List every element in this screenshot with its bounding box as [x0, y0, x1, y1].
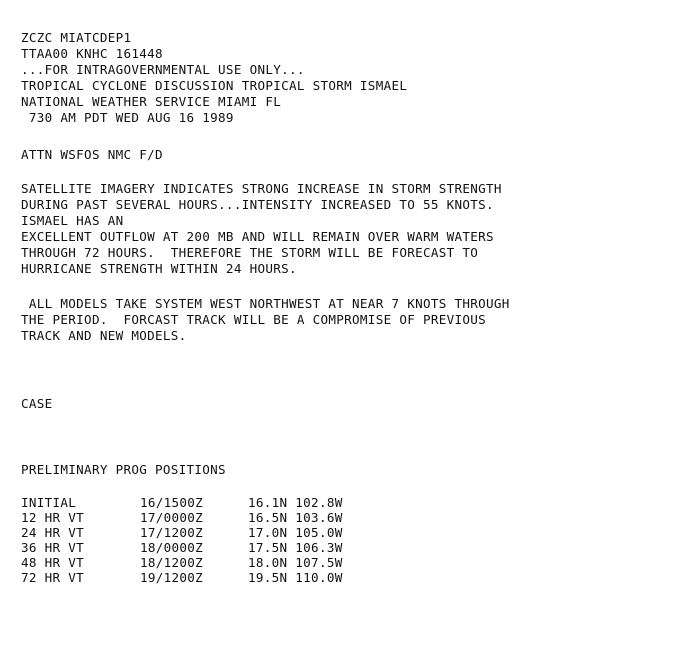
discussion-line-2: DURING PAST SEVERAL HOURS...INTENSITY INCREASED TO 55 KNOTS. — [21, 197, 494, 212]
row-label: 36 HR VT — [21, 540, 85, 555]
row-time: 16/1500Z — [140, 495, 204, 510]
positions-title: PRELIMINARY PROG POSITIONS — [21, 462, 226, 477]
row-label: INITIAL — [21, 495, 77, 510]
row-coords: 16.1N 102.8W — [248, 495, 343, 510]
discussion-line-1: SATELLITE IMAGERY INDICATES STRONG INCREASE IN STORM STRENGTH — [21, 181, 502, 196]
header-routing-line: ZCZC MIATCDEP1 — [21, 30, 132, 45]
header-title-line: TROPICAL CYCLONE DISCUSSION TROPICAL STORM ISMAEL — [21, 78, 408, 93]
row-time: 19/1200Z — [140, 570, 204, 585]
row-coords: 17.0N 105.0W — [248, 525, 343, 540]
header-date-line: 730 AM PDT WED AUG 16 1989 — [21, 110, 234, 125]
track-line-3: TRACK AND NEW MODELS. — [21, 328, 187, 343]
forecaster-signoff: CASE — [21, 396, 53, 411]
row-time: 18/1200Z — [140, 555, 204, 570]
discussion-line-5: THROUGH 72 HOURS. THEREFORE THE STORM WILL BE FORECAST TO — [21, 245, 479, 260]
row-coords: 19.5N 110.0W — [248, 570, 343, 585]
discussion-line-3: ISMAEL HAS AN — [21, 213, 124, 228]
row-time: 18/0000Z — [140, 540, 204, 555]
row-time: 17/1200Z — [140, 525, 204, 540]
row-coords: 16.5N 103.6W — [248, 510, 343, 525]
discussion-line-6: HURRICANE STRENGTH WITHIN 24 HOURS. — [21, 261, 297, 276]
header-station-line: TTAA00 KNHC 161448 — [21, 46, 163, 61]
row-time: 17/0000Z — [140, 510, 204, 525]
discussion-line-4: EXCELLENT OUTFLOW AT 200 MB AND WILL REMAIN OVER WARM WATERS — [21, 229, 494, 244]
track-line-2: THE PERIOD. FORCAST TRACK WILL BE A COMPROMISE OF PREVIOUS — [21, 312, 487, 327]
row-coords: 17.5N 106.3W — [248, 540, 343, 555]
row-label: 12 HR VT — [21, 510, 85, 525]
header-restriction-line: ...FOR INTRAGOVERNMENTAL USE ONLY... — [21, 62, 305, 77]
row-label: 72 HR VT — [21, 570, 85, 585]
row-coords: 18.0N 107.5W — [248, 555, 343, 570]
track-line-1: ALL MODELS TAKE SYSTEM WEST NORTHWEST AT NEAR 7 KNOTS THROUGH — [21, 296, 510, 311]
row-label: 24 HR VT — [21, 525, 85, 540]
header-office-line: NATIONAL WEATHER SERVICE MIAMI FL — [21, 94, 282, 109]
attention-line: ATTN WSFOS NMC F/D — [21, 147, 163, 162]
row-label: 48 HR VT — [21, 555, 85, 570]
